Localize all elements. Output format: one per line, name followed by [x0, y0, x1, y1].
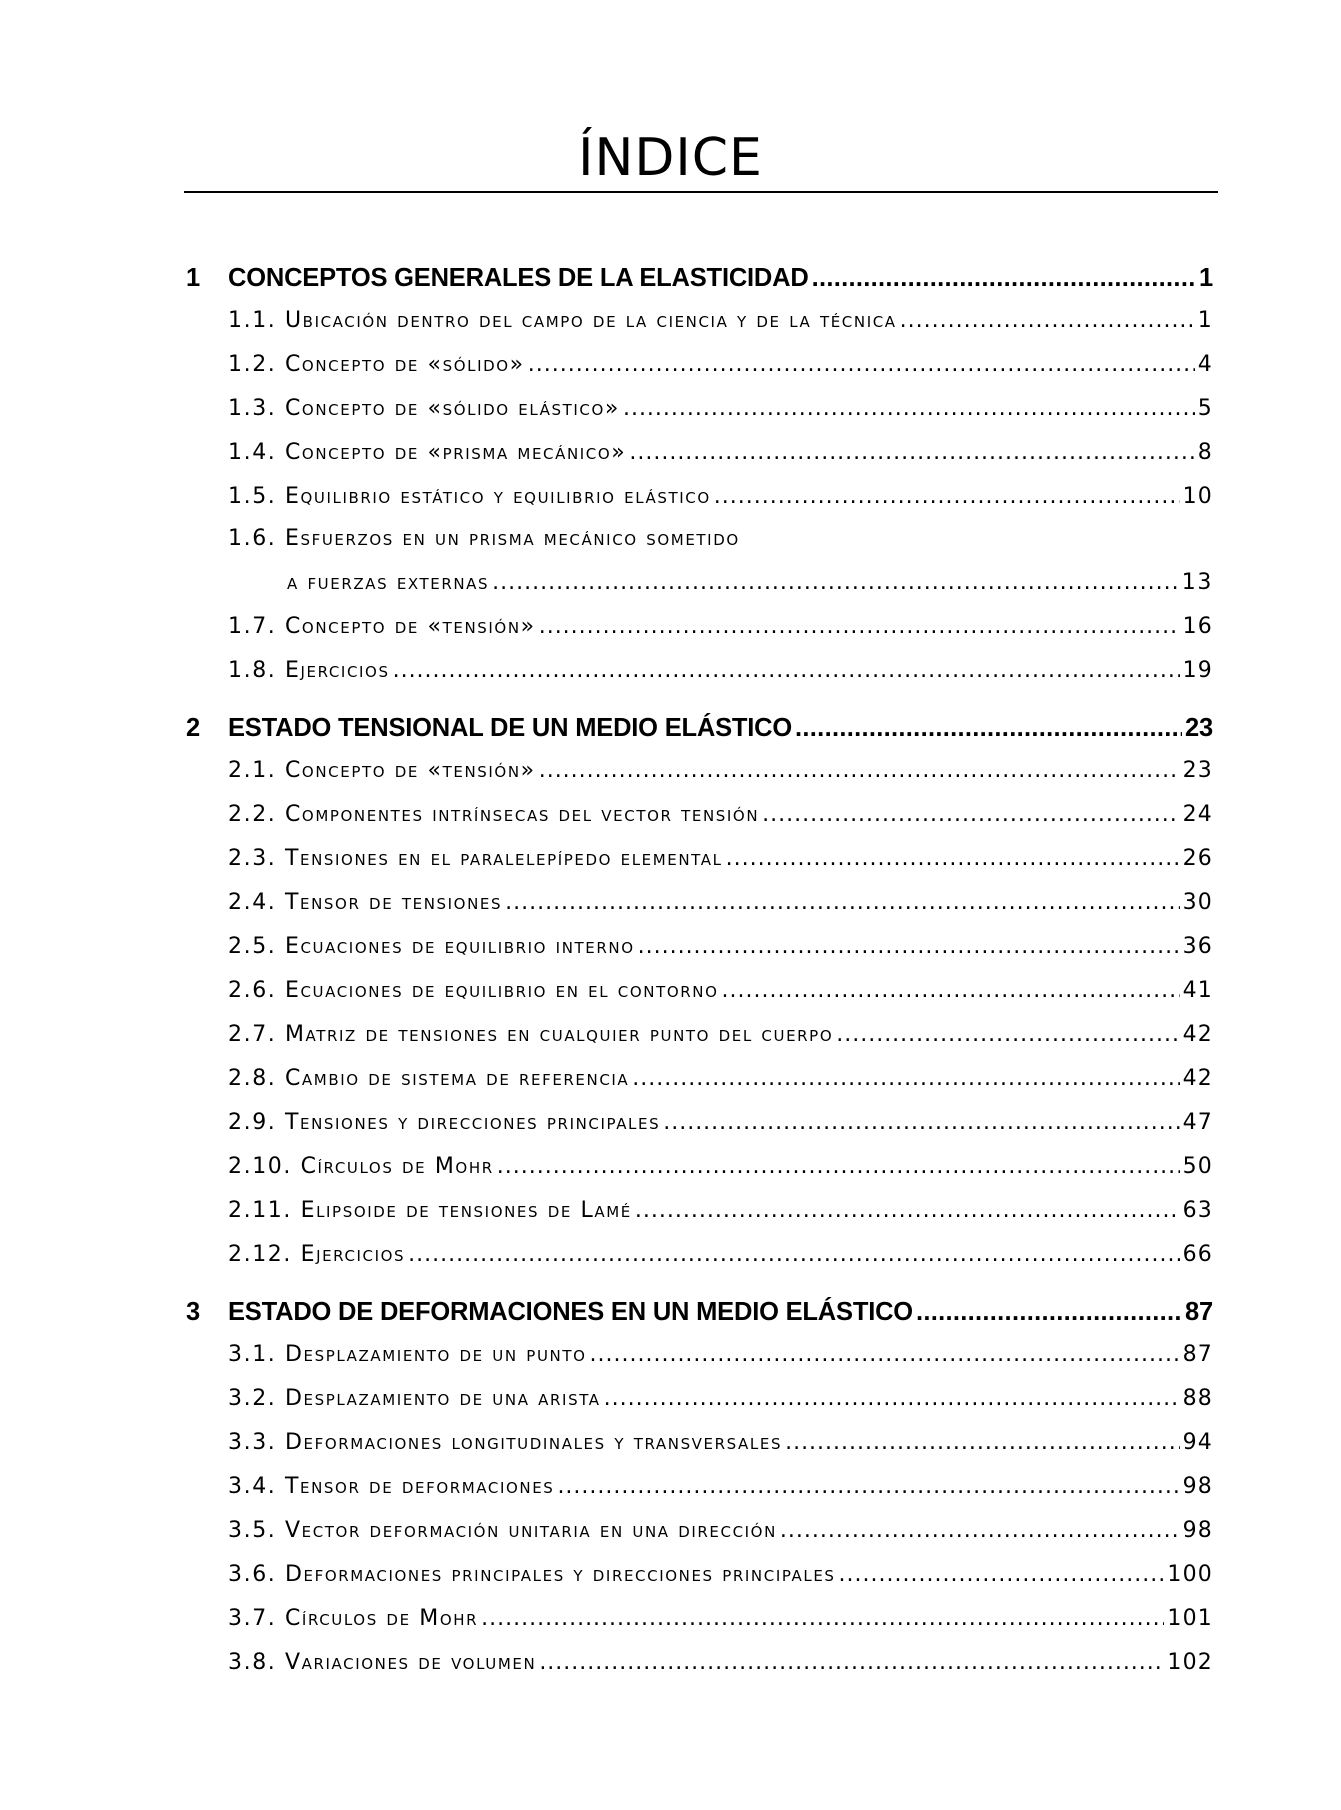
toc-entry-title: 1.2. Concepto de «sólido» [228, 352, 525, 377]
toc-entry-title: 1.4. Concepto de «prisma mecánico» [228, 440, 627, 465]
toc-section-entry [228, 1650, 1213, 1675]
toc-section-entry [228, 846, 1213, 871]
toc-section-entry [228, 440, 1213, 465]
toc-entry-title: 2.5. Ecuaciones de equilibrio interno [228, 934, 635, 959]
dot-leader [785, 1430, 1180, 1455]
toc-page-number: 23 [1185, 714, 1213, 742]
toc-page-number: 4 [1197, 352, 1213, 377]
toc-page-number: 1 [1197, 308, 1213, 333]
chapter-number: 1 [186, 264, 201, 292]
toc-entry-title: 1.3. Concepto de «sólido elástico» [228, 396, 620, 421]
dot-leader [539, 614, 1180, 639]
toc-section-entry [287, 570, 1213, 595]
toc-page-number: 50 [1182, 1154, 1213, 1179]
dot-leader [481, 1606, 1164, 1631]
toc-page-number: 16 [1182, 614, 1213, 639]
toc-entry-title: CONCEPTOS GENERALES DE LA ELASTICIDAD [228, 264, 809, 292]
toc-chapter-entry [228, 264, 1213, 293]
toc-entry-title: 3.2. Desplazamiento de una arista [228, 1386, 601, 1411]
dot-leader [726, 846, 1180, 871]
toc-page-number: 87 [1182, 1342, 1213, 1367]
toc-page-number: 41 [1182, 978, 1213, 1003]
toc-section-entry [228, 890, 1213, 915]
dot-leader [714, 484, 1180, 509]
toc-page-number: 47 [1182, 1110, 1213, 1135]
toc-page-number: 10 [1182, 484, 1213, 509]
chapter-number: 2 [186, 714, 201, 742]
toc-entry-title: 2.7. Matriz de tensiones en cualquier punto del cuerpo [228, 1022, 834, 1047]
toc-section-entry [228, 484, 1213, 509]
dot-leader [638, 934, 1180, 959]
toc-entry-title: 2.4. Tensor de tensiones [228, 890, 503, 915]
toc-section-entry [228, 1430, 1213, 1455]
dot-leader [762, 802, 1179, 827]
toc-section-entry [228, 978, 1213, 1003]
dot-leader [604, 1386, 1180, 1411]
toc-section-entry [228, 1342, 1213, 1367]
toc-section-entry [228, 352, 1213, 377]
toc-entry-title: 3.4. Tensor de deformaciones [228, 1474, 555, 1499]
toc-section-entry [228, 934, 1213, 959]
toc-page-number: 30 [1182, 890, 1213, 915]
toc-page-number: 36 [1182, 934, 1213, 959]
dot-leader [497, 1154, 1180, 1179]
dot-leader [539, 1650, 1164, 1675]
toc-page-number: 26 [1182, 846, 1213, 871]
toc-entry-title: 3.1. Desplazamiento de un punto [228, 1342, 587, 1367]
dot-leader [836, 1022, 1179, 1047]
page-title: ÍNDICE [578, 128, 763, 188]
toc-page-number: 102 [1167, 1650, 1213, 1675]
toc-section-entry [228, 308, 1213, 333]
toc-page-number: 19 [1182, 658, 1213, 683]
toc-entry-title: 1.1. Ubicación dentro del campo de la ciencia y de la técnica [228, 308, 897, 333]
toc-entry-title: 2.10. Círculos de Mohr [228, 1154, 494, 1179]
toc-page-number: 98 [1182, 1474, 1213, 1499]
toc-page-number: 94 [1182, 1430, 1213, 1455]
toc-page-number: 63 [1182, 1198, 1213, 1223]
dot-leader [795, 714, 1182, 743]
toc-page-number: 23 [1182, 758, 1213, 783]
dot-leader [629, 440, 1194, 465]
toc-entry-title: a fuerzas externas [287, 570, 490, 595]
toc-entry-title: 2.6. Ecuaciones de equilibrio en el contorno [228, 978, 719, 1003]
toc-entry-title: 1.7. Concepto de «tensión» [228, 614, 536, 639]
toc-page-number: 42 [1182, 1022, 1213, 1047]
dot-leader [539, 758, 1180, 783]
dot-leader [916, 1298, 1182, 1327]
toc-page-number: 1 [1199, 264, 1213, 292]
toc-entry-title: 3.8. Variaciones de volumen [228, 1650, 537, 1675]
dot-leader [812, 264, 1196, 293]
toc-section-entry [228, 1606, 1213, 1631]
dot-leader [623, 396, 1195, 421]
toc-page-number: 42 [1182, 1066, 1213, 1091]
toc-section-entry [228, 1562, 1213, 1587]
toc-entry-title: 3.6. Deformaciones principales y direcciones principales [228, 1562, 836, 1587]
toc-entry-title: 3.7. Círculos de Mohr [228, 1606, 479, 1631]
toc-entry-title: 2.2. Componentes intrínsecas del vector tensión [228, 802, 760, 827]
toc-entry-title: 2.8. Cambio de sistema de referencia [228, 1066, 630, 1091]
toc-page-number: 24 [1182, 802, 1213, 827]
toc-chapter-entry [228, 1298, 1213, 1327]
dot-leader [839, 1562, 1165, 1587]
dot-leader [663, 1110, 1179, 1135]
dot-leader [528, 352, 1195, 377]
toc-entry-title: 2.3. Tensiones en el paralelepípedo elemental [228, 846, 723, 871]
dot-leader [722, 978, 1180, 1003]
dot-leader [780, 1518, 1180, 1543]
toc-section-entry [228, 1518, 1213, 1543]
toc-page-number: 66 [1182, 1242, 1213, 1267]
toc-page-number: 87 [1185, 1298, 1213, 1326]
toc-entry-title: ESTADO DE DEFORMACIONES EN UN MEDIO ELÁSTICO [228, 1298, 913, 1326]
toc-section-entry [228, 758, 1213, 783]
toc-entry-title: 1.6. Esfuerzos en un prisma mecánico sometido [228, 526, 740, 551]
dot-leader [635, 1198, 1180, 1223]
toc-page-number: 100 [1167, 1562, 1213, 1587]
toc-page-number: 101 [1167, 1606, 1213, 1631]
toc-section-entry [228, 526, 1213, 551]
dot-leader [632, 1066, 1179, 1091]
toc-page-number: 5 [1197, 396, 1213, 421]
toc-section-entry [228, 1474, 1213, 1499]
toc-entry-title: 2.12. Ejercicios [228, 1242, 406, 1267]
toc-entry-title: 1.5. Equilibrio estático y equilibrio elástico [228, 484, 711, 509]
dot-leader [505, 890, 1179, 915]
toc-section-entry [228, 614, 1213, 639]
toc-section-entry [228, 1198, 1213, 1223]
toc-page-number: 98 [1182, 1518, 1213, 1543]
toc-entry-title: 3.5. Vector deformación unitaria en una dirección [228, 1518, 777, 1543]
dot-leader [393, 658, 1180, 683]
toc-entry-title: 3.3. Deformaciones longitudinales y transversales [228, 1430, 783, 1455]
toc-page-number: 8 [1197, 440, 1213, 465]
toc-page-number: 88 [1182, 1386, 1213, 1411]
toc-section-entry [228, 1242, 1213, 1267]
toc-section-entry [228, 1066, 1213, 1091]
dot-leader [557, 1474, 1179, 1499]
toc-section-entry [228, 1110, 1213, 1135]
toc-page-number: 13 [1181, 570, 1213, 595]
dot-leader [590, 1342, 1180, 1367]
chapter-number: 3 [186, 1298, 201, 1326]
toc-section-entry [228, 396, 1213, 421]
toc-section-entry [228, 1022, 1213, 1047]
title-underline [184, 191, 1218, 193]
dot-leader [492, 570, 1179, 595]
toc-section-entry [228, 1154, 1213, 1179]
toc-section-entry [228, 1386, 1213, 1411]
toc-entry-title: ESTADO TENSIONAL DE UN MEDIO ELÁSTICO [228, 714, 793, 742]
toc-chapter-entry [228, 714, 1213, 743]
toc-entry-title: 2.1. Concepto de «tensión» [228, 758, 536, 783]
toc-section-entry [228, 658, 1213, 683]
dot-leader [408, 1242, 1179, 1267]
toc-entry-title: 2.11. Elipsoide de tensiones de Lamé [228, 1198, 632, 1223]
toc-section-entry [228, 802, 1213, 827]
dot-leader [900, 308, 1195, 333]
toc-entry-title: 2.9. Tensiones y direcciones principales [228, 1110, 661, 1135]
toc-entry-title: 1.8. Ejercicios [228, 658, 390, 683]
